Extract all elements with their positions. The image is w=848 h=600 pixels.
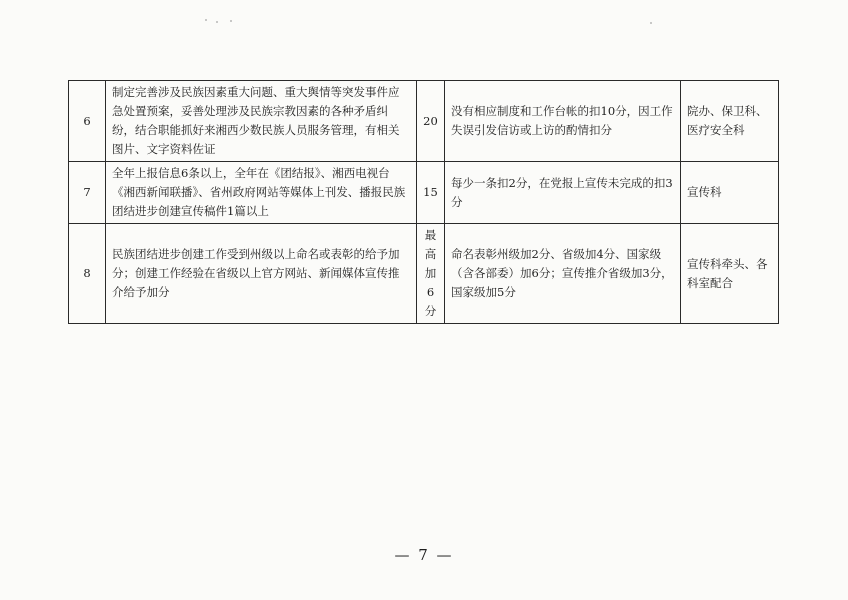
- scan-speck: [205, 19, 207, 21]
- item-criteria: 没有相应制度和工作台帐的扣10分，因工作失误引发信访或上访的酌情扣分: [445, 81, 681, 162]
- scan-speck: [650, 22, 652, 24]
- table-row: [69, 162, 779, 224]
- page-number: — 7 —: [394, 546, 454, 564]
- item-department: 宣传科牵头、各科室配合: [681, 224, 779, 324]
- item-criteria: 命名表彰州级加2分、省级加4分、国家级（含各部委）加6分；宣传推介省级加3分，国家级加5分: [445, 224, 681, 324]
- item-criteria: 每少一条扣2分，在党报上宣传未完成的扣3分: [445, 162, 681, 224]
- item-content: 制定完善涉及民族因素重大问题、重大舆情等突发事件应急处置预案，妥善处理涉及民族宗教因素的各种矛盾纠纷，结合职能抓好来湘西少数民族人员服务管理，有相关图片、文字资料佐证: [106, 81, 417, 162]
- item-content: 民族团结进步创建工作受到州级以上命名或表彰的给予加分；创建工作经验在省级以上官方网站、新闻媒体宣传推介给予加分: [106, 224, 417, 324]
- table-row: [69, 224, 779, 324]
- item-department: 院办、保卫科、医疗安全科: [681, 81, 779, 162]
- item-number: 7: [69, 162, 106, 224]
- assessment-table: [68, 80, 779, 324]
- table-row: [69, 81, 779, 162]
- item-content: 全年上报信息6条以上，全年在《团结报》、湘西电视台《湘西新闻联播》、省州政府网站等媒体上刊发、播报民族团结进步创建宣传稿件1篇以上: [106, 162, 417, 224]
- item-number: 8: [69, 224, 106, 324]
- item-score: 15: [417, 162, 445, 224]
- scan-speck: [230, 20, 232, 22]
- item-number: 6: [69, 81, 106, 162]
- item-department: 宣传科: [681, 162, 779, 224]
- item-score: 最高加6分: [417, 224, 445, 324]
- scan-speck: [216, 21, 218, 23]
- item-score: 20: [417, 81, 445, 162]
